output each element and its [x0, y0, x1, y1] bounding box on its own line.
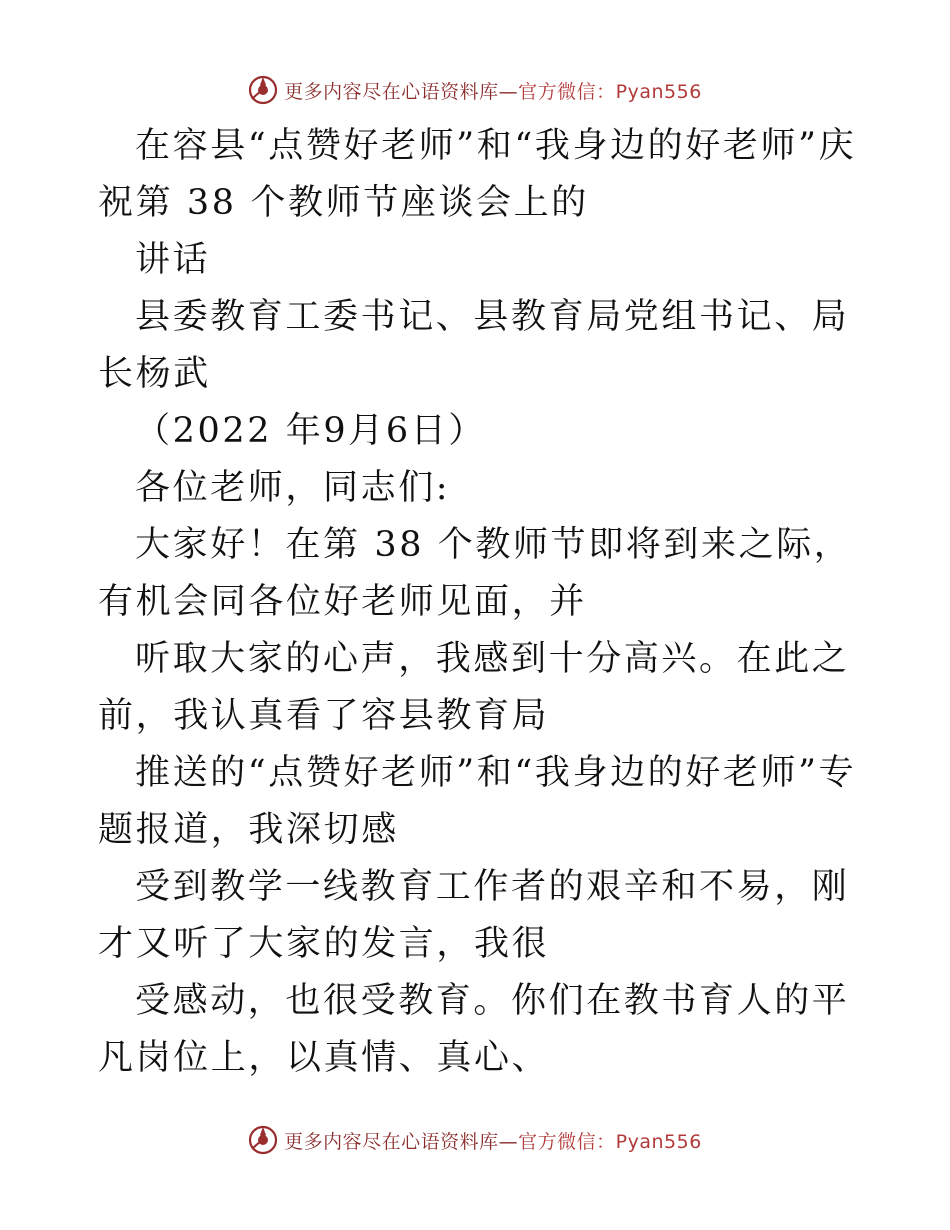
paragraph-body: 受到教学一线教育工作者的艰辛和不易，刚才又听了大家的发言，我很 — [98, 867, 850, 964]
paragraph-body: 推送的“点赞好老师”和“我身边的好老师”专题报道，我深切感 — [98, 753, 857, 850]
pen-nib-logo-icon — [248, 1125, 278, 1155]
pen-nib-logo-icon — [248, 75, 278, 105]
paragraph-speaker: 县委教育工委书记、县教育局党组书记、局长杨武 — [98, 297, 850, 394]
paragraph-salutation: 各位老师，同志们: — [135, 468, 451, 508]
paragraph-body: 大家好！在第 38 个教师节即将到来之际，有机会同各位好老师见面，并 — [98, 525, 852, 622]
watermark-main-text: 更多内容尽在心语资料库 — [284, 1130, 499, 1153]
paragraph-subtitle: 讲话 — [135, 240, 211, 280]
paragraph-body: 听取大家的心声，我感到十分高兴。在此之前，我认真看了容县教育局 — [98, 639, 850, 736]
watermark-contact-text: 官方微信：Pyan556 — [518, 80, 702, 103]
paragraph-title: 在容县“点赞好老师”和“我身边的好老师”庆祝第 38 个教师节座谈会上的 — [98, 126, 857, 223]
footer-watermark — [0, 1120, 950, 1160]
watermark-contact-text: 官方微信：Pyan556 — [518, 1130, 702, 1153]
paragraph-body: 受感动，也很受教育。你们在教书育人的平凡岗位上，以真情、真心、 — [98, 981, 850, 1078]
watermark-separator: — — [498, 1130, 519, 1153]
watermark-separator: — — [498, 80, 519, 103]
watermark-main-text: 更多内容尽在心语资料库 — [284, 80, 499, 103]
header-watermark — [0, 70, 950, 110]
paragraph-date: （2022 年9月6日） — [135, 411, 486, 451]
document-body — [98, 118, 858, 1087]
